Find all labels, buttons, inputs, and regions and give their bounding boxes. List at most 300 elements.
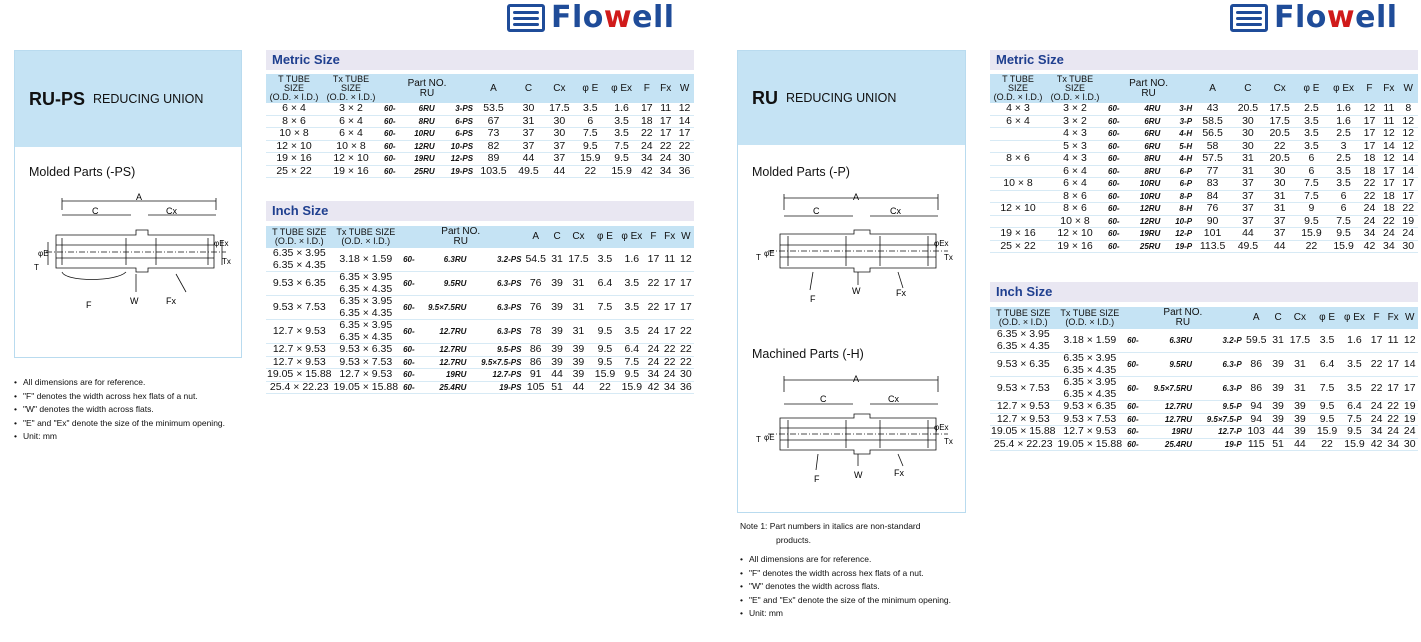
part-suffix: 10-PS bbox=[441, 140, 474, 153]
dim-value: 6 bbox=[1296, 153, 1328, 166]
part-suffix: 6.3-PS bbox=[472, 320, 522, 344]
inch-size-table bbox=[266, 226, 694, 394]
table-row bbox=[266, 381, 694, 394]
size-line: 9.53 × 7.53 bbox=[996, 381, 1050, 394]
dim-T: T bbox=[756, 435, 761, 444]
dim-A: A bbox=[853, 192, 860, 202]
dim-value: 9.5 bbox=[1313, 401, 1340, 414]
dim-Tx: Tx bbox=[944, 253, 953, 262]
header-a: A bbox=[1193, 74, 1232, 103]
tx-tube-size: 3 × 2 bbox=[1046, 103, 1104, 115]
t-tube-size bbox=[266, 356, 333, 369]
dim-value: 3.5 bbox=[606, 115, 638, 128]
dim-Fx: Fx bbox=[166, 296, 176, 306]
header-f: F bbox=[637, 74, 656, 103]
dim-E: φE bbox=[764, 249, 775, 258]
dim-value: 18 bbox=[1379, 190, 1398, 203]
size-line: 9.53 × 6.35 bbox=[339, 343, 393, 355]
t-tube-size: 19 × 16 bbox=[990, 228, 1046, 241]
table-row bbox=[266, 140, 694, 153]
note-item: Unit: mm bbox=[749, 608, 783, 618]
dim-value: 17 bbox=[662, 296, 678, 320]
tx-tube-size: 12 × 10 bbox=[1046, 228, 1104, 241]
dim-value: 20.5 bbox=[1264, 153, 1296, 166]
note-item: "E" and "Ex" denote the size of the minimum opening. bbox=[749, 594, 952, 605]
dim-value: 3.5 bbox=[1341, 353, 1369, 377]
dim-value: 22 bbox=[575, 165, 606, 178]
dim-value: 22 bbox=[662, 356, 678, 369]
header-w: W bbox=[678, 226, 694, 248]
dim-value: 9.5 bbox=[1296, 215, 1328, 228]
union-drawing-ps bbox=[36, 190, 232, 318]
table-row bbox=[266, 296, 694, 320]
t-tube-size bbox=[990, 329, 1057, 353]
size-line: 12.7 × 9.53 bbox=[339, 368, 393, 380]
dim-value: 30 bbox=[678, 369, 694, 382]
dim-value: 3.5 bbox=[1313, 329, 1340, 353]
header-text: (O.D. × I.D.) bbox=[1050, 92, 1100, 102]
part-prefix: 60- bbox=[1104, 190, 1127, 203]
dim-value: 22 bbox=[637, 128, 656, 141]
metric-size-title: Metric Size bbox=[990, 50, 1418, 70]
part-model: 9.5×7.5RU bbox=[419, 296, 473, 320]
size-line: 6.35 × 4.35 bbox=[339, 282, 393, 295]
dim-A: A bbox=[136, 192, 143, 202]
part-prefix: 60- bbox=[1104, 140, 1127, 153]
dim-value: 3.5 bbox=[606, 128, 638, 141]
dim-value: 22 bbox=[645, 296, 661, 320]
header-fx: Fx bbox=[1385, 307, 1402, 329]
dim-value: 30 bbox=[675, 153, 694, 166]
dim-value: 24 bbox=[645, 356, 661, 369]
header-text: Tx TUBE SIZE bbox=[332, 74, 370, 93]
part-suffix: 6.3-P bbox=[1198, 377, 1243, 401]
dim-value: 3.5 bbox=[592, 248, 619, 272]
t-tube-size bbox=[266, 272, 333, 296]
metric-size-title: Metric Size bbox=[266, 50, 694, 70]
tx-tube-size bbox=[1057, 353, 1124, 377]
tx-tube-size: 5 × 3 bbox=[1046, 140, 1104, 153]
header-c: C bbox=[513, 74, 544, 103]
t-tube-size bbox=[266, 248, 333, 272]
dim-value: 42 bbox=[645, 381, 661, 394]
header-text: Tx TUBE SIZE bbox=[1060, 308, 1120, 318]
dim-value: 7.5 bbox=[606, 140, 638, 153]
dim-value: 18 bbox=[1379, 203, 1398, 216]
t-tube-size: 10 × 8 bbox=[990, 178, 1046, 191]
header-text: RU bbox=[453, 236, 468, 247]
header-t-tube-size bbox=[990, 74, 1046, 103]
t-tube-size bbox=[990, 377, 1057, 401]
dim-value: 11 bbox=[1385, 329, 1402, 353]
dim-value: 24 bbox=[1385, 426, 1402, 439]
tx-tube-size bbox=[1057, 377, 1124, 401]
dim-value: 17 bbox=[1379, 165, 1398, 178]
dim-value: 51 bbox=[549, 381, 565, 394]
dim-value: 7.5 bbox=[1327, 215, 1359, 228]
part-model: 10RU bbox=[1127, 178, 1166, 191]
dim-value: 3.5 bbox=[618, 272, 645, 296]
part-model: 19RU bbox=[403, 153, 441, 166]
part-model: 12RU bbox=[1127, 215, 1166, 228]
dim-value: 34 bbox=[1368, 426, 1385, 439]
tx-tube-size bbox=[333, 344, 400, 357]
part-prefix: 60- bbox=[399, 248, 419, 272]
dim-value: 12 bbox=[1379, 128, 1398, 141]
size-line: 9.53 × 6.35 bbox=[1063, 400, 1117, 412]
part-prefix: 60- bbox=[399, 381, 419, 394]
part-model: 19RU bbox=[1127, 228, 1166, 241]
dim-value: 30 bbox=[1232, 115, 1264, 128]
dim-value: 11 bbox=[1379, 115, 1398, 128]
dim-value: 22 bbox=[1360, 190, 1379, 203]
dim-value: 44 bbox=[513, 153, 544, 166]
header-c: C bbox=[1270, 307, 1287, 329]
part-prefix: 60- bbox=[1104, 203, 1127, 216]
table-row bbox=[990, 165, 1418, 178]
dim-value: 15.9 bbox=[1327, 240, 1359, 253]
header-part-no bbox=[380, 74, 474, 103]
product-code: RU bbox=[752, 87, 778, 108]
dim-value: 22 bbox=[1368, 377, 1385, 401]
dim-value: 8 bbox=[1399, 103, 1418, 115]
dim-value: 24 bbox=[662, 369, 678, 382]
header-text: Part NO. bbox=[441, 226, 481, 237]
table-row bbox=[266, 272, 694, 296]
dim-value: 17.5 bbox=[1264, 115, 1296, 128]
dim-E: φE bbox=[38, 249, 49, 258]
dim-Cx: Cx bbox=[166, 206, 177, 216]
dim-value: 6 bbox=[575, 115, 606, 128]
t-tube-size: 25 × 22 bbox=[990, 240, 1046, 253]
dim-value: 24 bbox=[645, 344, 661, 357]
note-item: "W" denotes the width across flats. bbox=[749, 581, 880, 591]
dim-value: 103 bbox=[1243, 426, 1270, 439]
note-item: "F" denotes the width across hex flats of a nut. bbox=[749, 567, 924, 578]
dim-value: 15.9 bbox=[1341, 438, 1369, 451]
dim-value: 39 bbox=[549, 272, 565, 296]
dim-value: 22 bbox=[1264, 140, 1296, 153]
part-model: 25RU bbox=[1127, 240, 1166, 253]
part-suffix: 8-P bbox=[1166, 190, 1193, 203]
dim-value: 17 bbox=[1360, 115, 1379, 128]
flowell-logo-text: Flowell bbox=[1274, 0, 1398, 35]
dim-value: 37 bbox=[513, 140, 544, 153]
dim-value: 39 bbox=[565, 356, 592, 369]
table-header-row bbox=[990, 74, 1418, 103]
dim-value: 22 bbox=[1360, 178, 1379, 191]
header-e: φ E bbox=[1313, 307, 1340, 329]
part-prefix: 60- bbox=[399, 344, 419, 357]
dim-value: 12 bbox=[1399, 128, 1418, 141]
dim-value: 15.9 bbox=[592, 369, 619, 382]
dim-value: 12 bbox=[1360, 103, 1379, 115]
table-row bbox=[990, 329, 1418, 353]
dim-value: 22 bbox=[645, 272, 661, 296]
dim-F: F bbox=[810, 294, 816, 304]
t-tube-size bbox=[990, 426, 1057, 439]
dim-value: 76 bbox=[522, 296, 549, 320]
header-text: Part NO. bbox=[1163, 307, 1203, 318]
size-line: 6.35 × 4.35 bbox=[339, 306, 393, 319]
dim-value: 17 bbox=[1401, 377, 1418, 401]
dim-W: W bbox=[852, 286, 861, 296]
size-line: 12.7 × 9.53 bbox=[272, 343, 326, 355]
dim-value: 6.4 bbox=[1313, 353, 1340, 377]
header-text: RU bbox=[1141, 87, 1156, 99]
table-row bbox=[990, 401, 1418, 414]
dim-value: 31 bbox=[1232, 153, 1264, 166]
header-part-no bbox=[1104, 74, 1193, 103]
dim-value: 31 bbox=[549, 248, 565, 272]
table-row bbox=[266, 115, 694, 128]
part-prefix: 60- bbox=[399, 356, 419, 369]
part-suffix: 8-H bbox=[1166, 203, 1193, 216]
header-cx: Cx bbox=[565, 226, 592, 248]
dim-value: 53.5 bbox=[474, 103, 513, 115]
dim-value: 89 bbox=[474, 153, 513, 166]
part-suffix: 6-PS bbox=[441, 128, 474, 141]
dim-value: 17 bbox=[1360, 128, 1379, 141]
part-suffix: 5-H bbox=[1166, 140, 1193, 153]
t-tube-size bbox=[990, 438, 1057, 451]
part-prefix: 60- bbox=[380, 140, 403, 153]
part-model: 25.4RU bbox=[419, 381, 473, 394]
table-row bbox=[266, 356, 694, 369]
header-tx-tube-size bbox=[333, 226, 400, 248]
header-text: Part NO. bbox=[1129, 77, 1168, 89]
dim-value: 30 bbox=[544, 128, 575, 141]
part-model: 9.5RU bbox=[419, 272, 473, 296]
part-suffix: 6-P bbox=[1166, 165, 1193, 178]
size-line: 6.35 × 4.35 bbox=[272, 258, 326, 271]
table-row bbox=[990, 353, 1418, 377]
part-suffix: 19-PS bbox=[472, 381, 522, 394]
dim-value: 34 bbox=[1379, 240, 1398, 253]
dim-value: 39 bbox=[1270, 353, 1287, 377]
dim-value: 17 bbox=[662, 320, 678, 344]
tx-tube-size: 6 × 4 bbox=[322, 128, 380, 141]
header-a: A bbox=[1243, 307, 1270, 329]
dim-Ex: φEx bbox=[934, 239, 949, 248]
part-suffix: 12.7-P bbox=[1198, 426, 1243, 439]
header-text: RU bbox=[1175, 317, 1191, 328]
dim-value: 7.5 bbox=[592, 296, 619, 320]
dim-value: 15.9 bbox=[575, 153, 606, 166]
dim-value: 31 bbox=[1286, 377, 1313, 401]
dim-value: 37 bbox=[1264, 215, 1296, 228]
t-tube-size bbox=[266, 369, 333, 382]
dim-value: 24 bbox=[1401, 426, 1418, 439]
dim-value: 18 bbox=[1360, 153, 1379, 166]
tx-tube-size: 10 × 8 bbox=[1046, 215, 1104, 228]
header-text: T TUBE SIZE bbox=[278, 74, 310, 93]
dim-value: 14 bbox=[675, 115, 694, 128]
header-text: (O.D. × I.D.) bbox=[1065, 317, 1115, 327]
part-suffix: 9.5-PS bbox=[472, 344, 522, 357]
dim-value: 59.5 bbox=[1243, 329, 1270, 353]
dim-value: 86 bbox=[1243, 377, 1270, 401]
dim-value: 7.5 bbox=[1296, 178, 1328, 191]
t-tube-size bbox=[990, 190, 1046, 203]
dim-value: 9.5 bbox=[592, 356, 619, 369]
dim-W: W bbox=[854, 470, 863, 480]
table-row bbox=[990, 377, 1418, 401]
dim-value: 58.5 bbox=[1193, 115, 1232, 128]
size-line: 9.53 × 7.53 bbox=[272, 300, 326, 313]
dim-value: 22 bbox=[1385, 401, 1402, 414]
dim-value: 42 bbox=[1360, 240, 1379, 253]
table-row bbox=[990, 413, 1418, 426]
dim-Tx: Tx bbox=[944, 437, 953, 446]
product-code: RU-PS bbox=[29, 88, 86, 109]
dim-value: 24 bbox=[1360, 203, 1379, 216]
dim-value: 2.5 bbox=[1327, 128, 1359, 141]
dim-A: A bbox=[853, 374, 860, 384]
dim-value: 17 bbox=[1385, 353, 1402, 377]
dim-value: 44 bbox=[1270, 426, 1287, 439]
dim-value: 9.5 bbox=[1313, 413, 1340, 426]
flowell-logo bbox=[1230, 0, 1398, 35]
tx-tube-size: 10 × 8 bbox=[322, 140, 380, 153]
table-row bbox=[266, 128, 694, 141]
part-suffix: 19-PS bbox=[441, 165, 474, 178]
part-suffix: 6.3-P bbox=[1198, 353, 1243, 377]
size-line: 12.7 × 9.53 bbox=[272, 324, 326, 337]
size-line: 9.53 × 6.35 bbox=[272, 276, 326, 289]
table-row bbox=[266, 320, 694, 344]
part-suffix: 3-PS bbox=[441, 103, 474, 115]
tx-tube-size: 19 × 16 bbox=[1046, 240, 1104, 253]
size-line: 6.35 × 3.95 bbox=[339, 271, 393, 283]
dim-Tx: Tx bbox=[222, 257, 231, 266]
dim-value: 44 bbox=[544, 165, 575, 178]
dim-value: 17 bbox=[675, 128, 694, 141]
size-line: 25.4 × 22.23 bbox=[993, 437, 1053, 450]
size-line: 6.35 × 4.35 bbox=[339, 330, 393, 343]
dim-Fx: Fx bbox=[894, 468, 904, 478]
size-line: 19.05 × 15.88 bbox=[333, 380, 399, 393]
tx-tube-size bbox=[1057, 401, 1124, 414]
size-line: 9.53 × 7.53 bbox=[339, 355, 393, 368]
dim-T: T bbox=[34, 263, 39, 272]
header-t-tube-size bbox=[266, 74, 322, 103]
table-row bbox=[266, 165, 694, 178]
header-text: RU bbox=[419, 87, 435, 99]
part-suffix: 9.5×7.5-PS bbox=[472, 356, 522, 369]
part-model: 6RU bbox=[1127, 128, 1166, 141]
dim-value: 7.5 bbox=[1296, 190, 1328, 203]
section-label: Machined Parts (-H) bbox=[752, 347, 864, 361]
header-text: (O.D. × I.D.) bbox=[993, 92, 1043, 102]
header-e: φ E bbox=[575, 74, 606, 103]
dim-value: 36 bbox=[675, 165, 694, 178]
dim-value: 37 bbox=[1232, 190, 1264, 203]
header-a: A bbox=[474, 74, 513, 103]
flowell-logo-mark bbox=[507, 4, 545, 32]
part-prefix: 60- bbox=[1104, 178, 1127, 191]
dim-value: 83 bbox=[1193, 178, 1232, 191]
dim-value: 34 bbox=[1385, 438, 1402, 451]
dim-value: 56.5 bbox=[1193, 128, 1232, 141]
dim-value: 31 bbox=[565, 272, 592, 296]
dim-value: 86 bbox=[522, 356, 549, 369]
part-prefix: 60- bbox=[399, 369, 419, 382]
dim-value: 18 bbox=[637, 115, 656, 128]
dim-value: 1.6 bbox=[1327, 103, 1359, 115]
size-line: 19.05 × 15.88 bbox=[991, 425, 1056, 437]
part-prefix: 60- bbox=[380, 153, 403, 166]
header-text: (O.D. × I.D.) bbox=[269, 92, 319, 102]
dim-value: 37 bbox=[544, 140, 575, 153]
header-tx-tube-size bbox=[322, 74, 380, 103]
t-tube-size bbox=[266, 381, 333, 394]
dim-value: 9.5 bbox=[1341, 426, 1369, 439]
size-line: 6.35 × 3.95 bbox=[339, 295, 393, 307]
tx-tube-size bbox=[333, 296, 400, 320]
t-tube-size: 8 × 6 bbox=[266, 115, 322, 128]
tx-tube-size bbox=[333, 320, 400, 344]
part-model: 12.7RU bbox=[419, 320, 473, 344]
part-model: 6RU bbox=[403, 103, 441, 115]
dim-value: 43 bbox=[1193, 103, 1232, 115]
size-line: 12.7 × 9.53 bbox=[272, 355, 326, 368]
part-model: 6RU bbox=[1127, 115, 1166, 128]
dim-value: 3.5 bbox=[1296, 128, 1328, 141]
dim-value: 17.5 bbox=[565, 248, 592, 272]
part-prefix: 60- bbox=[1123, 413, 1143, 426]
size-line: 6.35 × 3.95 bbox=[339, 319, 393, 331]
part-prefix: 60- bbox=[1123, 426, 1143, 439]
dim-value: 17 bbox=[637, 103, 656, 115]
part-prefix: 60- bbox=[380, 103, 403, 115]
dim-value: 37 bbox=[1232, 215, 1264, 228]
dim-value: 86 bbox=[1243, 353, 1270, 377]
dim-value: 22 bbox=[678, 344, 694, 357]
dim-value: 94 bbox=[1243, 413, 1270, 426]
table-row bbox=[990, 190, 1418, 203]
header-text: (O.D. × I.D.) bbox=[341, 236, 391, 246]
dim-value: 17.5 bbox=[1264, 103, 1296, 115]
part-model: 25RU bbox=[403, 165, 441, 178]
note-item: "E" and "Ex" denote the size of the minimum opening. bbox=[23, 417, 226, 428]
union-drawing-p bbox=[758, 190, 954, 308]
dim-value: 24 bbox=[637, 140, 656, 153]
metric-size-table bbox=[990, 74, 1418, 253]
dim-value: 18 bbox=[1360, 165, 1379, 178]
tx-tube-size: 6 × 4 bbox=[322, 115, 380, 128]
inch-size-title: Inch Size bbox=[990, 282, 1418, 302]
part-suffix: 3-P bbox=[1166, 115, 1193, 128]
part-prefix: 60- bbox=[1104, 103, 1127, 115]
dim-value: 14 bbox=[1399, 165, 1418, 178]
dim-value: 30 bbox=[1232, 140, 1264, 153]
dim-value: 3.5 bbox=[1341, 377, 1369, 401]
part-prefix: 60- bbox=[1104, 215, 1127, 228]
part-prefix: 60- bbox=[380, 115, 403, 128]
size-line: 6.35 × 3.95 bbox=[272, 247, 326, 259]
tx-tube-size bbox=[333, 369, 400, 382]
dim-value: 73 bbox=[474, 128, 513, 141]
dim-value: 30 bbox=[1401, 438, 1418, 451]
dim-value: 37 bbox=[1264, 228, 1296, 241]
part-suffix: 10-P bbox=[1166, 215, 1193, 228]
dim-value: 76 bbox=[522, 272, 549, 296]
header-text: (O.D. × I.D.) bbox=[326, 92, 376, 102]
dim-value: 31 bbox=[565, 296, 592, 320]
part-suffix: 12.7-PS bbox=[472, 369, 522, 382]
table-row bbox=[990, 228, 1418, 241]
